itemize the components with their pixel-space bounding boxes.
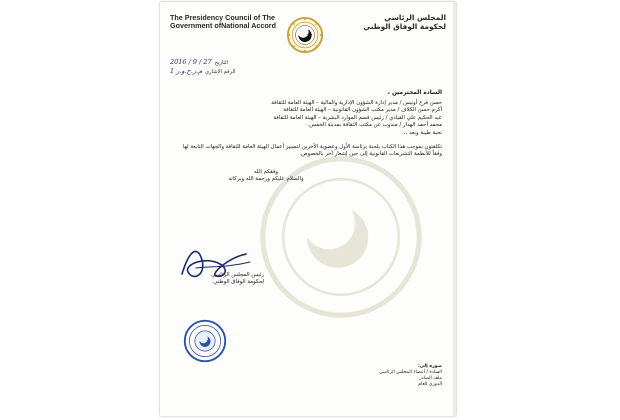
salutation: السادة المحترمين ، <box>387 90 442 96</box>
ref-value: م.ر.ح.و.ر 1 <box>170 67 203 75</box>
copies-title: صورة إلى: <box>417 364 442 369</box>
copy-item: الدوري العام <box>418 382 442 387</box>
header-arabic-line2: لحكومة الوفاق الوطني <box>363 22 446 31</box>
official-stamp-icon <box>182 318 228 364</box>
header-english <box>170 14 290 30</box>
date-label: التاريخ <box>214 60 229 66</box>
letter-body <box>180 90 442 184</box>
government-emblem-icon <box>286 16 324 54</box>
letter-page <box>160 2 456 416</box>
header-english-line2: Government ofNational Accord <box>170 21 276 30</box>
greeting: تحية طيبة وبعد ،، <box>403 129 442 136</box>
signatory-title-line1: رئيس المجلس الرئاسي <box>211 272 264 278</box>
ref-label: الرقم الإشاري <box>205 69 236 75</box>
signatory-title-line2: لحكومة الوفاق الوطني <box>213 279 264 286</box>
closing-line2: والسلام عليكم ورحمة الله وبركاته <box>228 176 304 183</box>
page-edge <box>453 2 456 416</box>
date-ref-block <box>170 58 290 76</box>
recipient-line: حسن فرج أونيس / مدير إدارة الشؤون الإدارية والمالية – الهيئة العامة للثقافة <box>271 99 442 106</box>
date-value: 2016 / 9 / 27 <box>170 58 212 66</box>
header-arabic-line1: المجلس الرئاسي <box>384 13 446 22</box>
closing-line1: وفقكم الله <box>254 168 278 175</box>
header-english-line1: The Presidency Council of The <box>170 13 276 22</box>
recipient-line: محمد أحمد الهدار / مندوب عن مكتب الثقافة بمدينة الخمس. <box>307 122 442 129</box>
signature-block <box>184 272 264 287</box>
body-paragraph: تكلفتون بموجب هذا الكتاب بلجنة برئاسة الأول وعضوية الآخرين لتسيير أعمال الهيئة العامة للثقافة والجهات التابعة لها وفقاً للأنظمة التشريعات القانونية إلى حين إشعار آخر بالخصوص. <box>182 143 442 158</box>
recipient-line: أكرم حسن الكلاف / مدير مكتب الشؤون القانونية – الهيئة العامة للثقافة <box>283 107 442 114</box>
copy-item: السادة / أعضاء المجلس الرئاسي <box>379 370 442 375</box>
copy-item: ملف الصادر <box>419 376 442 381</box>
copies-to-block <box>342 364 442 388</box>
header-arabic <box>326 13 446 31</box>
recipient-line: عبد الحكيم علي القيادي / رئيس قسم الموارد البشرية – الهيئة العامة للثقافة <box>273 114 442 121</box>
